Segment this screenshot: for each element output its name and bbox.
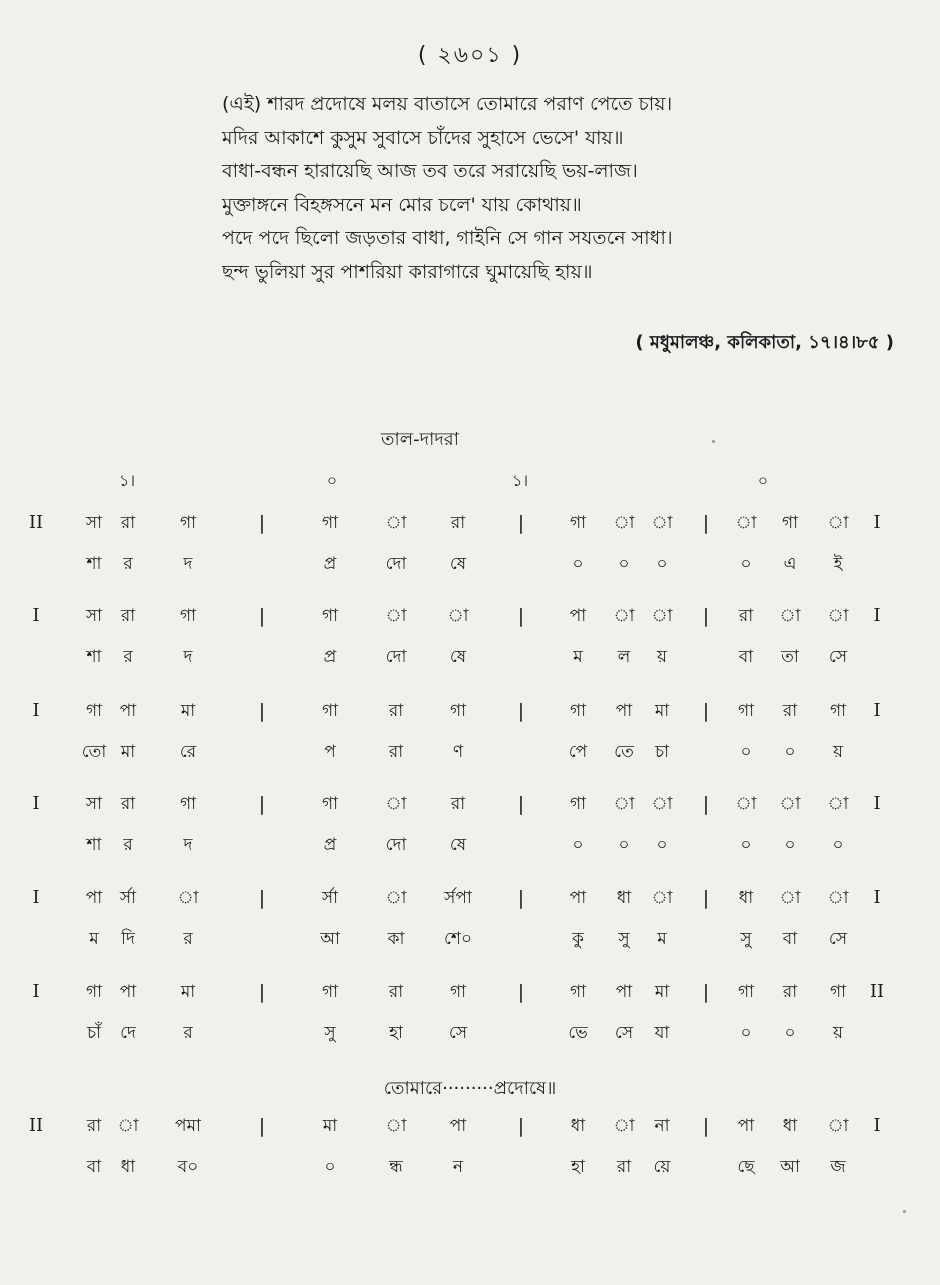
lyric-syllable: সে — [828, 929, 848, 949]
lyric-syllable: ল — [617, 647, 631, 667]
lyric-line: ছন্দ ভুলিয়া সুর পাশরিয়া কারাগারে ঘুমায়েছি হায়॥ — [222, 260, 593, 283]
lyric-syllable: সু — [324, 1023, 336, 1043]
swara-note: গা — [781, 513, 799, 533]
swara-note: া — [827, 794, 849, 814]
lyric-line: বাধা-বন্ধন হারায়েছি আজ তব তরে সরায়েছি ভয়-লাজ। — [222, 160, 638, 182]
beat-divider: | — [702, 1115, 710, 1137]
lyric-syllable: র — [123, 647, 133, 667]
swara-note: র্সা — [321, 888, 339, 908]
swara-note: পা — [119, 982, 137, 1002]
row-start-barline: I — [32, 793, 40, 814]
swara-note: গা — [449, 701, 467, 721]
swara-note: মা — [654, 982, 670, 1002]
swara-note: গা — [321, 982, 339, 1002]
swara-note: গা — [179, 606, 197, 626]
lyric-syllable: হা — [389, 1023, 403, 1043]
lyric-syllable: যা — [654, 1023, 670, 1043]
swara-note: সা — [85, 606, 103, 626]
row-end-barline: I — [873, 887, 881, 908]
lyric-syllable: ম — [657, 929, 667, 949]
swara-note: া — [651, 888, 673, 908]
swara-note: া — [735, 513, 757, 533]
row-start-barline: I — [32, 981, 40, 1002]
lyric-syllable: ০ — [656, 835, 668, 855]
lyric-syllable: আ — [320, 929, 340, 949]
lyric-syllable: শা — [86, 835, 102, 855]
lyric-syllable: য়ে — [653, 1157, 671, 1177]
lyric-syllable: শে০ — [443, 929, 472, 949]
swara-note: গা — [85, 982, 103, 1002]
swara-note: রা — [120, 794, 136, 814]
row-end-barline: I — [873, 512, 881, 533]
lyric-syllable: দ — [183, 554, 193, 574]
lyric-syllable: দো — [385, 647, 407, 667]
swara-note: া — [613, 606, 635, 626]
swara-note: সা — [85, 513, 103, 533]
lyric-syllable: র — [183, 929, 193, 949]
row-end-barline: II — [869, 981, 885, 1002]
lyric-syllable: ০ — [572, 835, 584, 855]
beat-divider: | — [258, 887, 266, 909]
row-end-barline: I — [873, 1115, 881, 1136]
swara-note: রা — [738, 606, 754, 626]
source-citation: ( মধুমালঞ্চ, কলিকাতা, ১৭।৪।৮৫ ) — [635, 332, 894, 353]
lyric-syllable: প্র — [323, 835, 337, 855]
swara-note: গা — [829, 701, 847, 721]
swara-note: গা — [569, 982, 587, 1002]
swara-note: া — [613, 794, 635, 814]
beat-divider: | — [517, 793, 525, 815]
lyric-syllable: রে — [179, 742, 197, 762]
swara-note: গা — [829, 982, 847, 1002]
swara-note: রা — [450, 513, 466, 533]
swara-note: া — [385, 513, 407, 533]
swara-note: া — [779, 794, 801, 814]
swara-note: গা — [569, 794, 587, 814]
beat-divider: | — [258, 512, 266, 534]
swara-note: গা — [737, 701, 755, 721]
row-start-barline: I — [32, 887, 40, 908]
beat-divider: | — [702, 605, 710, 627]
swara-note: া — [779, 606, 801, 626]
swara-note: গা — [569, 513, 587, 533]
lyric-syllable: আ — [780, 1157, 800, 1177]
row-end-barline: I — [873, 700, 881, 721]
tal-marker: ১। — [118, 471, 136, 490]
swara-note: া — [613, 1116, 635, 1136]
lyric-syllable: য় — [656, 647, 667, 667]
swara-note: া — [651, 606, 673, 626]
lyric-syllable: ০ — [740, 554, 752, 574]
beat-divider: | — [517, 1115, 525, 1137]
swara-note: া — [779, 888, 801, 908]
beat-divider: | — [702, 981, 710, 1003]
swara-note: গা — [321, 701, 339, 721]
lyric-syllable: ছে — [737, 1157, 755, 1177]
swara-note: রা — [782, 982, 798, 1002]
lyric-syllable: মা — [120, 742, 136, 762]
swara-note: রা — [782, 701, 798, 721]
lyric-syllable: দো — [385, 835, 407, 855]
swara-note: পা — [569, 888, 587, 908]
row-start-barline: I — [32, 605, 40, 626]
swara-note: পা — [119, 701, 137, 721]
tal-marker: ০ — [757, 471, 769, 490]
lyric-syllable: ০ — [324, 1157, 336, 1177]
swara-note: া — [385, 794, 407, 814]
beat-divider: | — [517, 512, 525, 534]
swara-note: গা — [321, 513, 339, 533]
lyric-syllable: চাঁ — [86, 1023, 102, 1043]
lyric-syllable: ন — [452, 1157, 464, 1177]
lyric-syllable: সে — [828, 647, 848, 667]
lyric-syllable: তে — [614, 742, 634, 762]
swara-note: গা — [85, 701, 103, 721]
swara-note: রা — [388, 982, 404, 1002]
swara-note: পা — [85, 888, 103, 908]
swara-note: া — [651, 513, 673, 533]
lyric-syllable: জ — [830, 1157, 846, 1177]
swara-note: পা — [569, 606, 587, 626]
lyric-syllable: প্র — [323, 554, 337, 574]
swara-note: া — [447, 606, 469, 626]
lyric-line: (এই) শারদ প্রদোষে মলয় বাতাসে তোমারে পরাণ পেতে চায়। — [222, 93, 673, 115]
swara-note: সা — [85, 794, 103, 814]
lyric-syllable: ০ — [784, 1023, 796, 1043]
paper-speck — [712, 440, 715, 443]
beat-divider: | — [702, 793, 710, 815]
beat-divider: | — [258, 981, 266, 1003]
swara-note: পা — [737, 1116, 755, 1136]
lyric-syllable: বা — [86, 1157, 102, 1177]
row-start-barline: II — [28, 512, 44, 533]
lyric-syllable: চা — [654, 742, 670, 762]
lyric-syllable: ই — [833, 554, 843, 574]
swara-note: র্সা — [119, 888, 137, 908]
tala-heading: তাল-দাদরা — [381, 429, 459, 450]
row-start-barline: II — [28, 1115, 44, 1136]
swara-note: গা — [321, 794, 339, 814]
swara-note: গা — [737, 982, 755, 1002]
lyric-syllable: ০ — [832, 835, 844, 855]
lyric-line: মুক্তাঙ্গনে বিহঙ্গসনে মন মোর চলে' যায় কোথায়॥ — [222, 193, 582, 216]
lyric-syllable: শা — [86, 554, 102, 574]
lyric-syllable: য় — [832, 742, 843, 762]
page-number: ( ২৬০১ ) — [417, 43, 523, 68]
swara-note: মা — [180, 982, 196, 1002]
swara-note: া — [613, 513, 635, 533]
swara-note: পা — [449, 1116, 467, 1136]
swara-note: গা — [569, 701, 587, 721]
swara-note: ধা — [616, 888, 632, 908]
beat-divider: | — [517, 605, 525, 627]
beat-divider: | — [517, 887, 525, 909]
swara-note: া — [385, 1116, 407, 1136]
lyric-syllable: ০ — [572, 554, 584, 574]
lyric-syllable: ম — [89, 929, 99, 949]
lyric-line: পদে পদে ছিলো জড়তার বাধা, গাইনি সে গান সযতনে সাধা। — [222, 227, 673, 249]
swara-note: পমা — [175, 1116, 201, 1136]
beat-divider: | — [702, 700, 710, 722]
paper-speck — [903, 1210, 906, 1213]
lyric-syllable: ম — [573, 647, 583, 667]
swara-note: রা — [120, 606, 136, 626]
swara-note: র্সপা — [444, 888, 472, 908]
beat-divider: | — [258, 700, 266, 722]
beat-divider: | — [258, 605, 266, 627]
lyric-syllable: দ — [183, 835, 193, 855]
swara-note: ধা — [738, 888, 754, 908]
lyric-syllable: দি — [121, 929, 135, 949]
lyric-syllable: ষে — [449, 554, 467, 574]
lyric-syllable: ০ — [740, 742, 752, 762]
swara-note: া — [385, 888, 407, 908]
lyric-syllable: কু — [572, 929, 584, 949]
lyric-syllable: ০ — [784, 742, 796, 762]
lyric-syllable: র — [123, 554, 133, 574]
swara-note: া — [385, 606, 407, 626]
lyric-syllable: রা — [616, 1157, 632, 1177]
beat-divider: | — [702, 887, 710, 909]
swara-note: রা — [120, 513, 136, 533]
lyric-syllable: দ — [183, 647, 193, 667]
lyric-syllable: তা — [781, 647, 799, 667]
lyric-syllable: ০ — [784, 835, 796, 855]
lyric-syllable: কা — [387, 929, 405, 949]
lyric-syllable: প্র — [323, 647, 337, 667]
lyric-syllable: ধা — [120, 1157, 136, 1177]
lyric-syllable: হা — [571, 1157, 585, 1177]
beat-divider: | — [258, 793, 266, 815]
swara-note: মা — [654, 701, 670, 721]
row-start-barline: I — [32, 700, 40, 721]
swara-note: গা — [179, 513, 197, 533]
lyric-syllable: র — [123, 835, 133, 855]
lyric-syllable: দো — [385, 554, 407, 574]
swara-note: া — [177, 888, 199, 908]
swara-note: ধা — [782, 1116, 798, 1136]
lyric-syllable: বা — [738, 647, 754, 667]
lyric-syllable: তো — [81, 742, 107, 762]
swara-note: রা — [450, 794, 466, 814]
beat-divider: | — [517, 700, 525, 722]
swara-note: গা — [449, 982, 467, 1002]
lyric-syllable: ষে — [449, 835, 467, 855]
lyric-syllable: র — [183, 1023, 193, 1043]
swara-note: া — [827, 1116, 849, 1136]
tal-marker: ০ — [326, 471, 338, 490]
lyric-syllable: বা — [782, 929, 798, 949]
swara-note: মা — [322, 1116, 338, 1136]
swara-note: া — [827, 513, 849, 533]
lyric-syllable: ষে — [449, 647, 467, 667]
lyric-line: মদির আকাশে কুসুম সুবাসে চাঁদের সুহাসে ভেসে' যায়॥ — [222, 126, 624, 149]
row-end-barline: I — [873, 793, 881, 814]
beat-divider: | — [517, 981, 525, 1003]
beat-divider: | — [702, 512, 710, 534]
lyric-syllable: ব০ — [177, 1157, 199, 1177]
lyric-syllable: সে — [448, 1023, 468, 1043]
lyric-syllable: পে — [568, 742, 588, 762]
lyric-syllable: শা — [86, 647, 102, 667]
lyric-syllable: প — [324, 742, 336, 762]
lyric-syllable: ০ — [740, 835, 752, 855]
lyric-syllable: ০ — [740, 1023, 752, 1043]
lyric-syllable: ভে — [568, 1023, 588, 1043]
song-lyrics — [222, 88, 902, 289]
beat-divider: | — [258, 1115, 266, 1137]
swara-note: পা — [615, 701, 633, 721]
swara-note: রা — [86, 1116, 102, 1136]
swara-note: গা — [321, 606, 339, 626]
tal-marker: ১। — [511, 471, 529, 490]
lyric-syllable: সু — [740, 929, 752, 949]
swara-note: া — [651, 794, 673, 814]
row-end-barline: I — [873, 605, 881, 626]
lyric-syllable: সে — [614, 1023, 634, 1043]
swara-note: না — [654, 1116, 670, 1136]
lyric-syllable: ০ — [618, 554, 630, 574]
swara-note: মা — [180, 701, 196, 721]
lyric-syllable: ণ — [452, 742, 464, 762]
swara-note: া — [735, 794, 757, 814]
lyric-syllable: এ — [783, 554, 797, 574]
swara-note: া — [827, 606, 849, 626]
lyric-syllable: সু — [618, 929, 630, 949]
swara-note: ধা — [570, 1116, 586, 1136]
lyric-syllable: য় — [832, 1023, 843, 1043]
lyric-syllable: ন্ধ — [389, 1157, 403, 1177]
lyric-syllable: ০ — [656, 554, 668, 574]
lyric-syllable: রা — [388, 742, 404, 762]
swara-note: রা — [388, 701, 404, 721]
refrain-marker: তোমারে·········প্রদোষে॥ — [383, 1078, 557, 1099]
swara-note: া — [117, 1116, 139, 1136]
lyric-syllable: দে — [120, 1023, 136, 1043]
swara-note: গা — [179, 794, 197, 814]
lyric-syllable: ০ — [618, 835, 630, 855]
swara-note: পা — [615, 982, 633, 1002]
swara-note: া — [827, 888, 849, 908]
